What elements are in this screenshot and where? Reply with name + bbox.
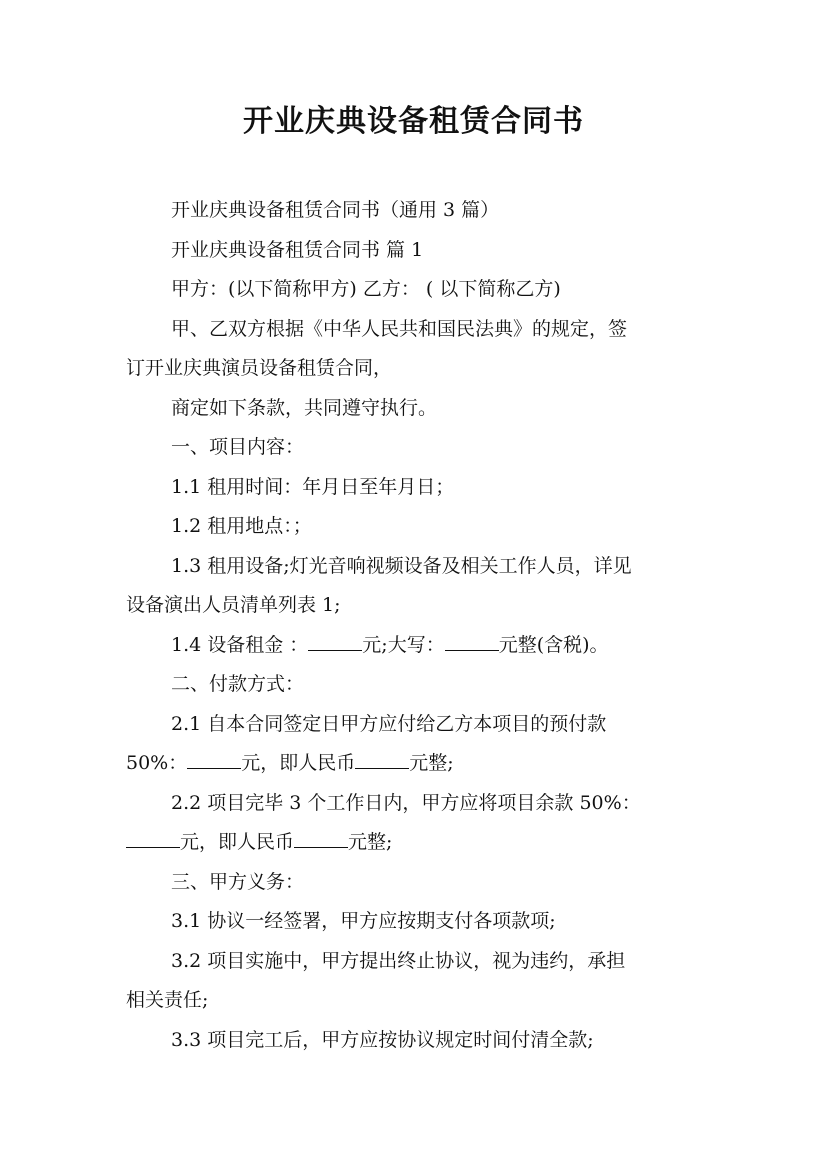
clause-line: 3.1 协议一经签署，甲方应按期支付各项款项; [171,910,556,932]
clause-line-with-blanks [126,829,392,855]
clause-line: 1.1 租用时间：年月日至年月日； [171,476,455,498]
clause-text: 元，即人民币 [241,752,356,774]
clause-line: 1.3 租用设备;灯光音响视频设备及相关工作人员，详见 [171,555,632,577]
clause-heading: 二、付款方式： [171,673,305,695]
clause-text: 1.4 设备租金 ： [171,634,309,656]
paragraph-line: 订开业庆典演员设备租赁合同， [126,357,393,379]
clause-line: 3.3 项目完工后，甲方应按协议规定时间付清全款; [171,1029,594,1051]
clause-line: 2.1 自本合同签定日甲方应付给乙方本项目的预付款 [171,713,607,735]
fill-in-blank [126,829,180,848]
clause-line: 设备演出人员清单列表 1; [126,594,341,616]
section-heading: 开业庆典设备租赁合同书 篇 1 [171,239,424,261]
clause-text: 元，即人民币 [180,831,295,853]
paragraph-line: 甲、乙双方根据《中华人民共和国民法典》的规定，签 [171,318,628,340]
fill-in-blank [355,750,409,769]
fill-in-blank [445,632,499,651]
paragraph-line: 商定如下条款，共同遵守执行。 [171,397,438,419]
clause-heading: 一、项目内容： [171,436,305,458]
document-title: 开业庆典设备租赁合同书 [243,104,584,139]
subtitle-line: 开业庆典设备租赁合同书（通用 3 篇） [171,199,500,221]
clause-line-with-blanks [126,750,454,776]
clause-line: 2.2 项目完毕 3 个工作日内，甲方应将项目余款 50%： [171,792,641,814]
clause-line-with-blanks [171,632,609,658]
clause-text: 50%： [126,752,188,774]
clause-text: 元整; [348,831,393,853]
fill-in-blank [308,632,362,651]
clause-text: 元整; [409,752,454,774]
parties-line: 甲方：(以下简称甲方) 乙方： ( 以下简称乙方) [171,278,561,300]
clause-line: 相关责任; [126,989,209,1011]
fill-in-blank [294,829,348,848]
clause-text: 元整(含税)。 [498,634,609,656]
clause-line: 3.2 项目实施中，甲方提出终止协议，视为违约，承担 [171,950,626,972]
clause-heading: 三、甲方义务： [171,871,305,893]
clause-line: 1.2 租用地点：； [171,515,312,537]
clause-text: 元;大写： [362,634,445,656]
fill-in-blank [187,750,241,769]
